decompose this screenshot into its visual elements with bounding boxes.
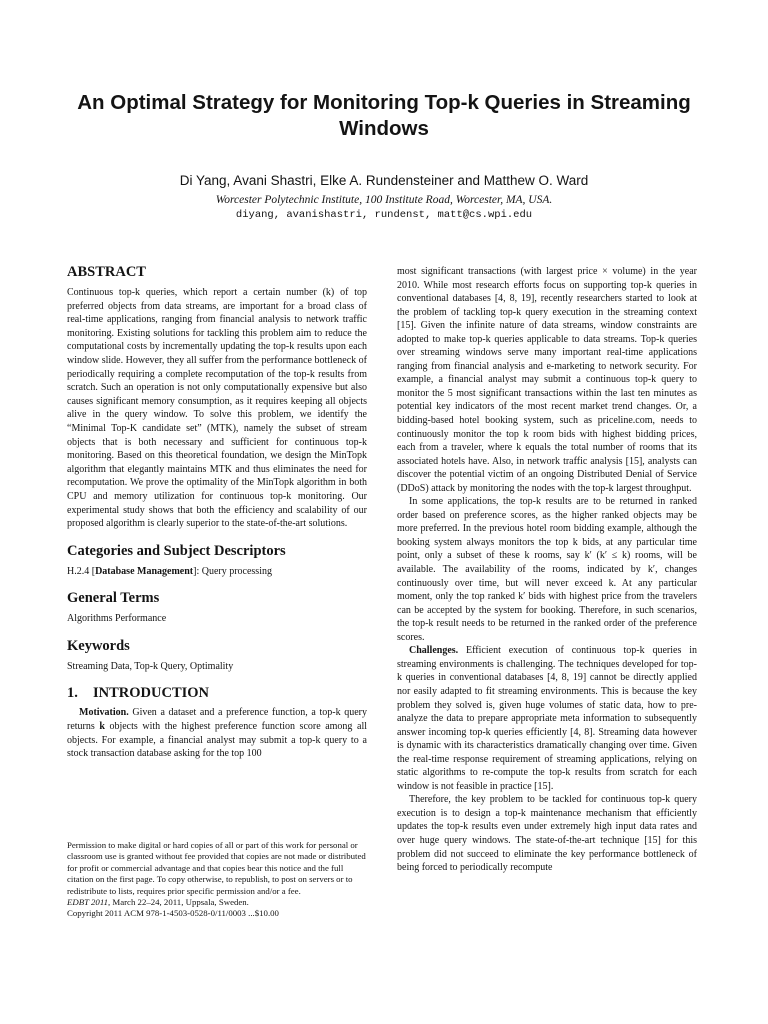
intro-paragraph-1: most significant transactions (with largest price × volume) in the year 2010. While most research efforts focus on supporting top-k queries in conventional databases [4, 8, 19], recently researchers started to look at the problem of tackling top-k query execution in the streaming context [15]. Given the infinite nature of data streams, window constraints are adopted to make top-k queries applicable to data streams. Top-k queries over streaming windows serve many important real-time applications ranging from financial analysis and e-marketing to network security. For example, a financial analyst may submit a continuous top-k query to monitor the 5 most significant transactions within the last ten minutes as potential key indicators of the most recent market trend changes. Or, a bidding-based hotel booking system, such as priceline.com, needs to continuously monitor the top k room bids with highest bidding prices, each from a traveler, where k equals the total number of rooms that its associated hotels have. Also, in network traffic analysis [15], analysts can discover the potential victim of an ongoing Distributed Denial of Service (DDoS) attack by monitoring the nodes with the top-k largest throughput. (397, 266, 697, 494)
motivation-paragraph (67, 706, 367, 760)
challenges-text: Efficient execution of continuous top-k queries in streaming environments is challenging. The techniques developed for top-k queries in conventional databases [4, 8, 19] cannot be directly applied nor easily adapted to fit streaming environments. This is because the key problem they solved is, given huge volumes of static data, how to pre-analyze the data to prepare appropriate meta information to subsequently answer incoming top-k queries efficiently [4, 8]. Streaming data however is dynamic with its characteristics dramatically changing over time. Given the real-time response requirement of streaming applications, relying on static algorithms to re-compute the top-k results from scratch for each window is not feasible in practice [15]. (397, 645, 697, 792)
copyright-line: Copyright 2011 ACM 978-1-4503-0528-0/11/0003 ...$10.00 (67, 908, 279, 919)
categories-text (67, 565, 367, 579)
categories-prefix: H.2.4 [ (67, 565, 96, 577)
intro-paragraph-4: Therefore, the key problem to be tackled for continuous top-k query execution is to design a top-k maintenance mechanism that efficiently updates the top-k results even under extremely high input data rates and over huge query windows. The state-of-the-art technique [15] for this problem did not succeed to eliminate the key performance bottleneck of being forced to periodically recompute (397, 794, 697, 874)
keywords-heading: Keywords (67, 637, 130, 654)
categories-suffix: ]: Query processing (193, 565, 272, 577)
motivation-text-1: Given a dataset and a preference function, a top-k query returns (67, 707, 367, 733)
right-column (397, 265, 697, 875)
permission-footnote (67, 840, 367, 920)
intro-paragraph-2: In some applications, the top-k results are to be returned in ranked order based on preference scores, as the higher ranked objects may be more preferred. In the previous hotel room bidding example, although the booking system always monitors the top k bids, at any particular time point, only a subset of these k rooms, say k′ (k′ ≤ k) rooms, will be available. The availability of the rooms, indicated by k′, changes continuously over time, but will never exceed k. At any particular moment, only the top ranked k′ bids with highest price from the travelers can be accepted by the system for booking. Therefore, in such scenarios, the top-k result needs to be returned in the ranked order of the preference scores. (397, 496, 697, 643)
categories-bold: Database Management (95, 565, 194, 577)
paper-title: An Optimal Strategy for Monitoring Top-k Queries in Streaming Windows (77, 91, 691, 140)
general-terms-heading: General Terms (67, 590, 160, 607)
venue-details: , March 22–24, 2011, Uppsala, Sweden. (107, 897, 249, 908)
abstract-text: Continuous top-k queries, which report a certain number (k) of top preferred objects from data streams, are important for a broad class of real-time applications, ranging from financial analysis to network traffic monitoring. Existing solutions for tackling this problem aim to reduce the computational costs by incrementally updating the top-k results upon each window slide. However, they all suffer from the performance bottleneck of periodically requiring a complete recomputation of the top-k results from scratch. Such an operation is not only computationally expensive but also causes significant memory consumption, as it requires keeping all objects alive in the query window. To solve this problem, we identify the “Minimal Top-K candidate set” (MTK), namely the subset of stream objects that is both necessary and sufficient for continuous top-k monitoring. Based on this theoretical foundation, we design the MinTopk algorithm that elegantly maintains MTK and thus eliminates the need for recomputation. We prove the optimality of the MinTopk algorithm in both CPU and memory utilization for continuous top-k monitoring. Our experimental study shows that both the efficiency and scalability of our proposed algorithm is clearly superior to the state-of-the-art solutions. (67, 287, 367, 530)
motivation-bold-k: k (99, 721, 105, 733)
author-list: Di Yang, Avani Shastri, Elke A. Rundensteiner and Matthew O. Ward (179, 173, 589, 188)
challenges-paragraph (397, 644, 697, 793)
venue-name: EDBT 2011 (67, 897, 108, 908)
author-emails: diyang, avanishastri, rundenst, matt@cs.wpi.edu (235, 209, 533, 221)
categories-heading: Categories and Subject Descriptors (67, 542, 286, 559)
section-title: INTRODUCTION (93, 685, 210, 702)
introduction-heading (67, 683, 367, 703)
challenges-label: Challenges. (409, 645, 459, 657)
author-affiliation: Worcester Polytechnic Institute, 100 Institute Road, Worcester, MA, USA. (215, 194, 553, 206)
abstract-heading: ABSTRACT (67, 264, 146, 280)
left-column (67, 262, 367, 761)
permission-text: Permission to make digital or hard copies of all or part of this work for personal or classroom use is granted without fee provided that copies are not made or distributed for profit or commercial advantage and that copies bear this notice and the full citation on the first page. To copy otherwise, to republish, to post on servers or to redistribute to lists, requires prior specific permission and/or a fee. (67, 840, 366, 896)
venue-line (67, 897, 367, 908)
motivation-text-2: objects with the highest preference function score among all objects. For example, a financial analyst may submit a top-k query to a stock transaction database asking for the top 100 (67, 721, 367, 760)
keywords-text: Streaming Data, Top-k Query, Optimality (67, 660, 234, 672)
general-terms-text: Algorithms Performance (67, 613, 167, 625)
motivation-label: Motivation. (79, 707, 129, 719)
section-number: 1. (67, 685, 78, 702)
